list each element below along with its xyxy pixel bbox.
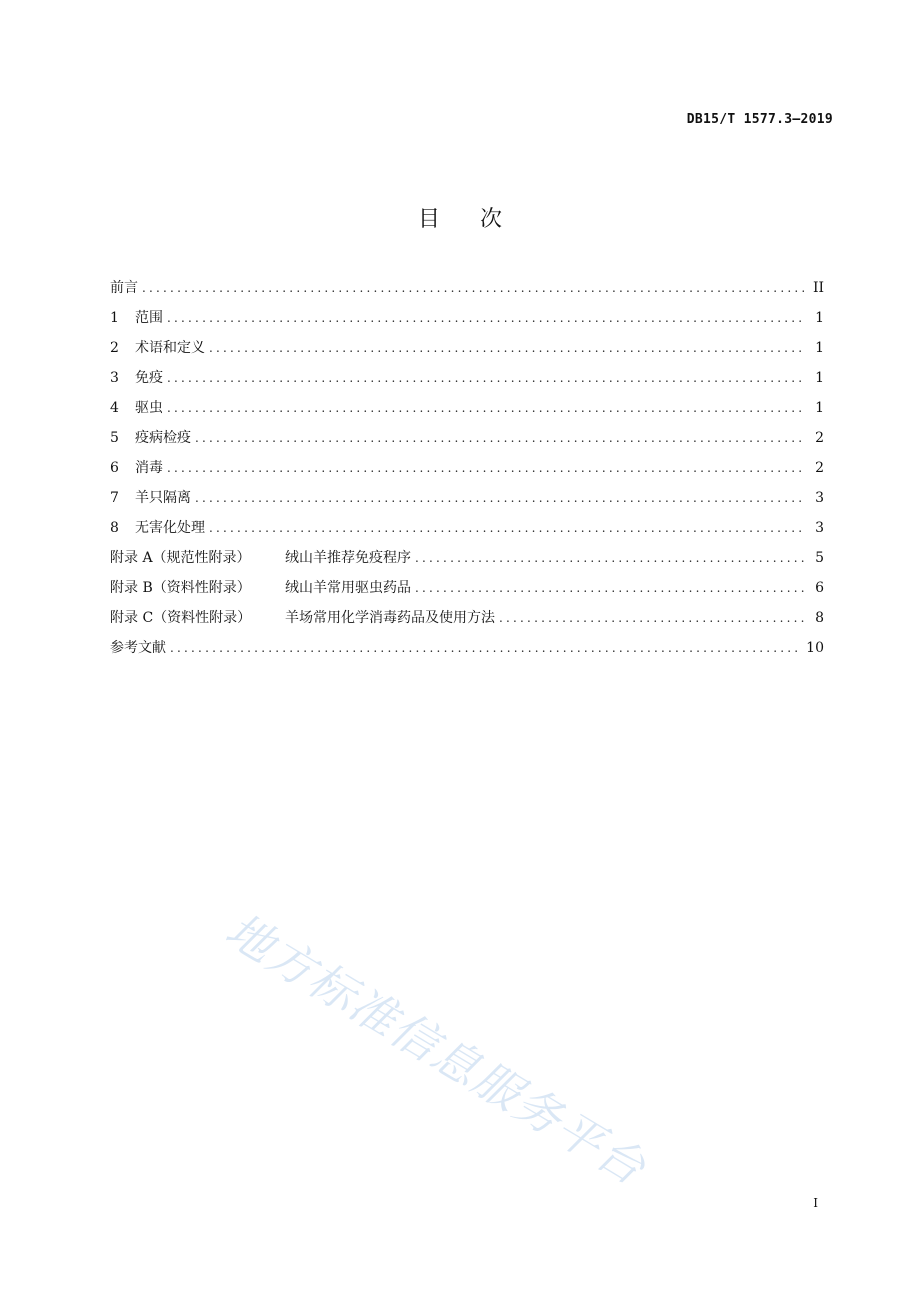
toc-entry-page: 1 [815, 310, 824, 326]
toc-entry-label: 范围 [135, 310, 163, 326]
toc-entry-label: 疫病检疫 [135, 430, 191, 446]
toc-entry[interactable] [110, 338, 824, 368]
toc-entry-page: 1 [815, 340, 824, 356]
toc-entry-number: 8 [110, 520, 119, 536]
toc-dot-leader [167, 308, 804, 328]
toc-entry-page: 8 [815, 610, 824, 626]
toc-dot-leader [499, 608, 804, 628]
toc-entry[interactable] [110, 278, 824, 308]
toc-entry-label: 术语和定义 [135, 340, 205, 356]
toc-entry-page: 6 [815, 580, 824, 596]
page-title: 目次 [417, 207, 542, 232]
toc-dot-leader [170, 638, 800, 658]
toc-entry[interactable] [110, 368, 824, 398]
toc-entry[interactable] [110, 548, 824, 578]
toc-dot-leader [167, 458, 804, 478]
toc-entry-number: 2 [110, 340, 119, 356]
toc-entry-page: 2 [815, 430, 824, 446]
toc-entry-label: 参考文献 [110, 640, 166, 656]
toc-dot-leader [415, 578, 804, 598]
toc-entry-label: 绒山羊推荐免疫程序 [285, 550, 411, 566]
toc-entry-appendix-prefix: 附录 B（资料性附录） [110, 580, 251, 596]
toc-entry[interactable] [110, 518, 824, 548]
toc-entry-appendix-prefix: 附录 A（规范性附录） [110, 550, 251, 566]
toc-entry-label: 绒山羊常用驱虫药品 [285, 580, 411, 596]
toc-entry[interactable] [110, 428, 824, 458]
page-number: I [813, 1196, 818, 1210]
toc-entry[interactable] [110, 638, 824, 668]
toc-entry[interactable] [110, 488, 824, 518]
toc-dot-leader [142, 278, 804, 298]
toc-dot-leader [167, 398, 804, 418]
toc-entry-label: 驱虫 [135, 400, 163, 416]
toc-entry[interactable] [110, 308, 824, 338]
toc-entry-label: 前言 [110, 280, 138, 296]
watermark: 地方标准信息服务平台 [216, 902, 656, 1196]
toc-entry-number: 5 [110, 430, 119, 446]
toc-entry-page: 5 [815, 550, 824, 566]
toc-entry-number: 4 [110, 400, 119, 416]
toc-dot-leader [209, 338, 804, 358]
document-code: DB15/T 1577.3—2019 [686, 112, 833, 127]
toc-entry-appendix-prefix: 附录 C（资料性附录） [110, 610, 252, 626]
toc-entry[interactable] [110, 398, 824, 428]
toc-entry[interactable] [110, 458, 824, 488]
toc-entry-label: 羊场常用化学消毒药品及使用方法 [285, 610, 495, 626]
toc-entry-label: 羊只隔离 [135, 490, 191, 506]
toc-entry-page: 2 [815, 460, 824, 476]
toc-entry-label: 无害化处理 [135, 520, 205, 536]
toc-entry-page: 1 [815, 370, 824, 386]
toc-entry-label: 消毒 [135, 460, 163, 476]
table-of-contents [110, 278, 824, 668]
toc-entry-label: 免疫 [135, 370, 163, 386]
toc-entry-number: 6 [110, 460, 119, 476]
toc-entry-number: 1 [110, 310, 119, 326]
toc-dot-leader [195, 428, 804, 448]
toc-dot-leader [415, 548, 804, 568]
toc-entry-page: 1 [815, 400, 824, 416]
toc-entry-page: 10 [806, 640, 824, 656]
toc-dot-leader [195, 488, 804, 508]
toc-entry-number: 7 [110, 490, 119, 506]
toc-entry[interactable] [110, 578, 824, 608]
toc-entry-page: II [812, 280, 824, 296]
toc-dot-leader [209, 518, 804, 538]
toc-entry-page: 3 [815, 490, 824, 506]
toc-dot-leader [167, 368, 804, 388]
toc-entry-number: 3 [110, 370, 119, 386]
toc-entry-page: 3 [815, 520, 824, 536]
toc-entry[interactable] [110, 608, 824, 638]
